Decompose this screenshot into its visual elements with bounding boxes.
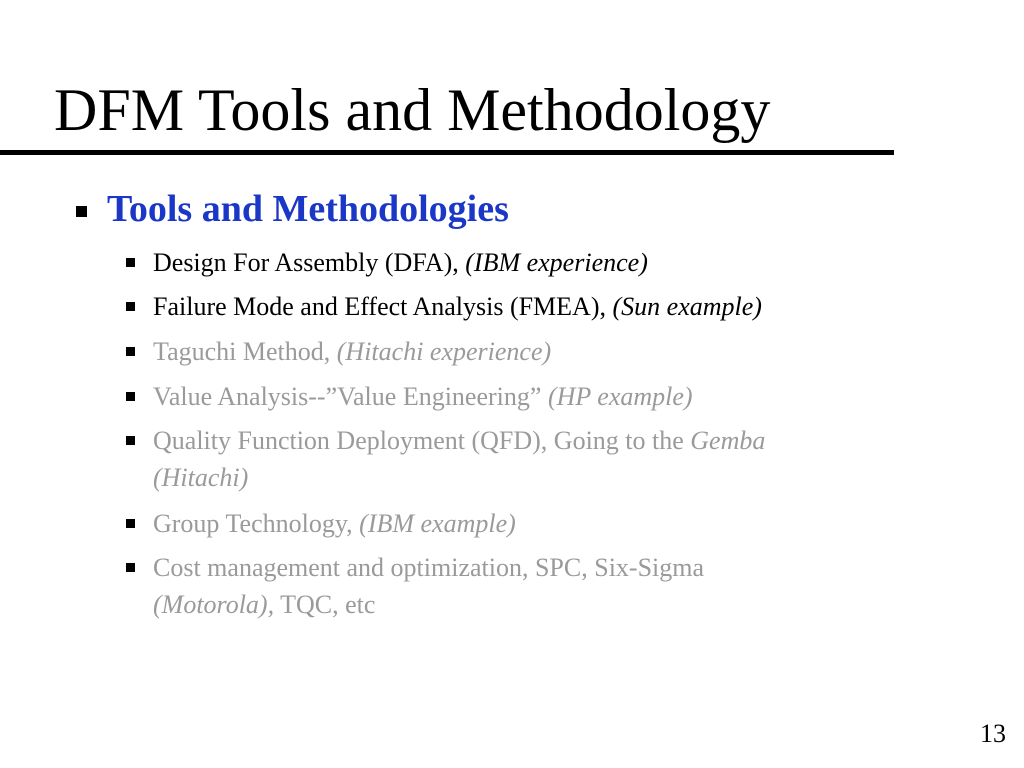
item-note: (Sun example): [612, 292, 762, 321]
page-number: 13: [980, 719, 1006, 748]
section-heading: [76, 187, 509, 231]
list-item-text: [153, 549, 704, 623]
list-item-text: [153, 378, 693, 415]
item-label: Taguchi Method,: [153, 337, 337, 366]
item-label: Design For Assembly (DFA),: [153, 248, 466, 277]
item-note: (IBM example): [359, 509, 516, 538]
square-bullet-icon: [126, 436, 135, 445]
item-label-line2: TQC, etc: [274, 590, 376, 619]
square-bullet-icon: [126, 563, 135, 572]
square-bullet-icon: [76, 206, 87, 217]
item-label: Group Technology,: [153, 509, 360, 538]
item-note: (HP example): [547, 382, 693, 411]
heading-text: Tools and Methodologies: [107, 188, 509, 230]
item-note-line2: (Motorola),: [153, 590, 275, 619]
item-note-line2: (Hitachi): [153, 463, 249, 492]
list-item-text: [153, 422, 765, 496]
square-bullet-icon: [126, 302, 135, 311]
item-label: Failure Mode and Effect Analysis (FMEA),: [153, 292, 613, 321]
item-label: Quality Function Deployment (QFD), Going to the: [153, 426, 691, 455]
item-note: Gemba: [690, 426, 766, 455]
slide-title: DFM Tools and Methodology: [54, 77, 771, 143]
square-bullet-icon: [126, 519, 135, 528]
list-item-text: [153, 244, 648, 281]
item-label: Value Analysis--”Value Engineering”: [153, 382, 548, 411]
square-bullet-icon: [126, 347, 135, 356]
list-item-text: [153, 333, 551, 370]
title-underline: [0, 150, 894, 155]
list-item-text: [153, 288, 762, 325]
item-note: (IBM experience): [465, 248, 648, 277]
square-bullet-icon: [126, 258, 135, 267]
item-note: (Hitachi experience): [336, 337, 552, 366]
item-label: Cost management and optimization, SPC, Six-Sigma: [153, 553, 705, 582]
square-bullet-icon: [126, 392, 135, 401]
list-item-text: [153, 505, 516, 542]
